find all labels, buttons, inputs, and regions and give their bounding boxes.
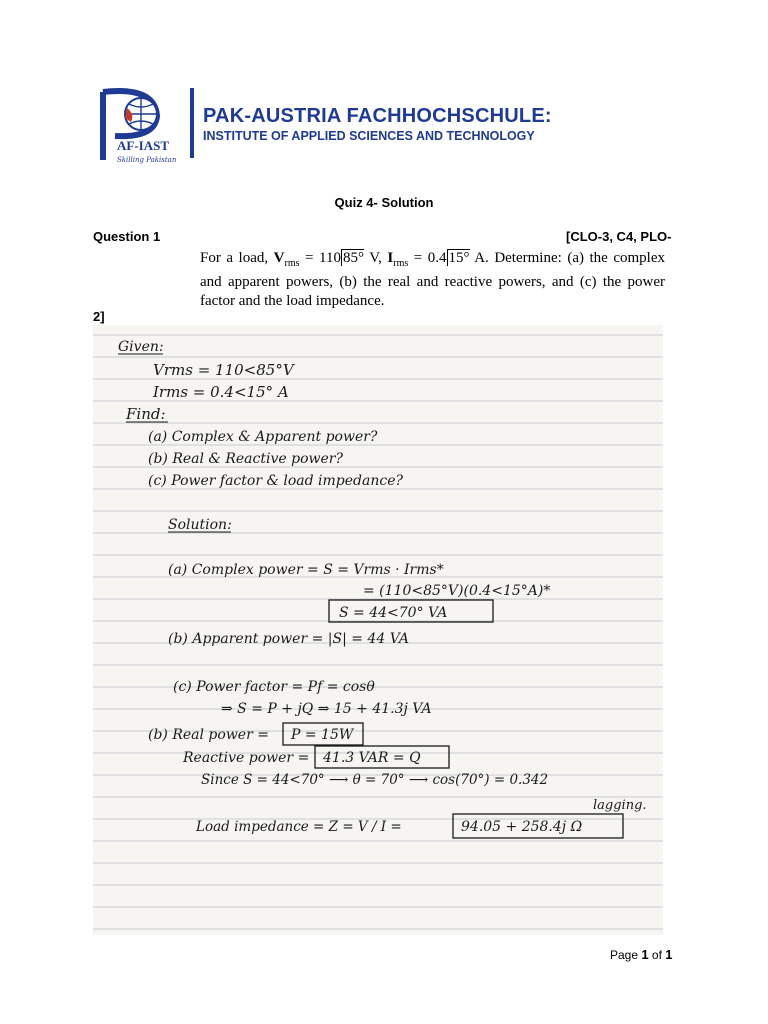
hw-find-b: (b) Real & Reactive power? [148,451,343,467]
hw-lagging: lagging. [593,798,647,813]
hw-sol-c1: (c) Power factor = Pf = cosθ [173,679,375,695]
header-divider [190,88,194,158]
hw-sol-d2-box: 41.3 VAR = Q [323,750,421,766]
hw-sol-d2: Reactive power = [183,750,310,766]
hw-vrms: Vrms = 110<85°V [153,361,294,379]
clo-reference-continued: 2] [93,309,105,324]
page-total: 1 [665,947,673,962]
logo-tagline: Skilling Pakistan [117,156,177,164]
handwritten-solution [93,325,663,935]
hw-irms: Irms = 0.4<15° A [153,383,289,401]
hw-sol-a2: = (110<85°V)(0.4<15°A)* [363,583,551,599]
hw-sol-d1-box: P = 15W [291,727,354,743]
hw-solution: Solution: [168,517,232,533]
hw-load-impedance-box: 94.05 + 258.4j Ω [461,819,583,835]
hw-given: Given: [118,339,164,355]
hw-sol-c2: ⇒ S = P + jQ ⇒ 15 + 41.3j VA [221,701,432,717]
institution-subtitle: INSTITUTE OF APPLIED SCIENCES AND TECHNOLOGY [203,129,535,143]
hw-find-a: (a) Complex & Apparent power? [148,429,378,445]
problem-statement: For a load, $V_{rms} = 110$ 85° V, $I_{rms} = 0.4$ 15° A. Determine: (a) the complex and apparent powers, (b) the real and reactive powers, and (c) the power factor and the load impedance. [200,250,665,309]
question-number: Question 1 [93,229,161,244]
hw-find: Find: [126,405,166,423]
page-title: Quiz 4- Solution [334,195,434,210]
page-number: 1 [641,947,649,962]
hw-sol-b: (b) Apparent power = |S| = 44 VA [168,631,409,647]
voltage-angle: 85° [342,250,364,266]
hw-sol-a3: S = 44<70° VA [339,605,448,621]
hw-sol-d1: (b) Real power = [148,727,269,743]
clo-reference: [CLO-3, C4, PLO- [566,229,672,244]
hw-sol-since: Since S = 44<70° ⟶ θ = 70° ⟶ cos(70°) = 0.342 [201,772,549,788]
current-angle: 15° [448,250,470,266]
hw-load-impedance: Load impedance = Z = V / I = [196,819,402,835]
institution-logo [95,86,195,166]
hw-sol-a1: (a) Complex power = S = Vrms · Irms* [168,562,444,578]
hw-find-c: (c) Power factor & load impedance? [148,473,404,489]
logo-text: AF-IAST [117,138,170,153]
page-footer: Page 1 of 1 [610,947,673,962]
institution-name: PAK-AUSTRIA FACHHOCHSCHULE: [203,105,552,127]
